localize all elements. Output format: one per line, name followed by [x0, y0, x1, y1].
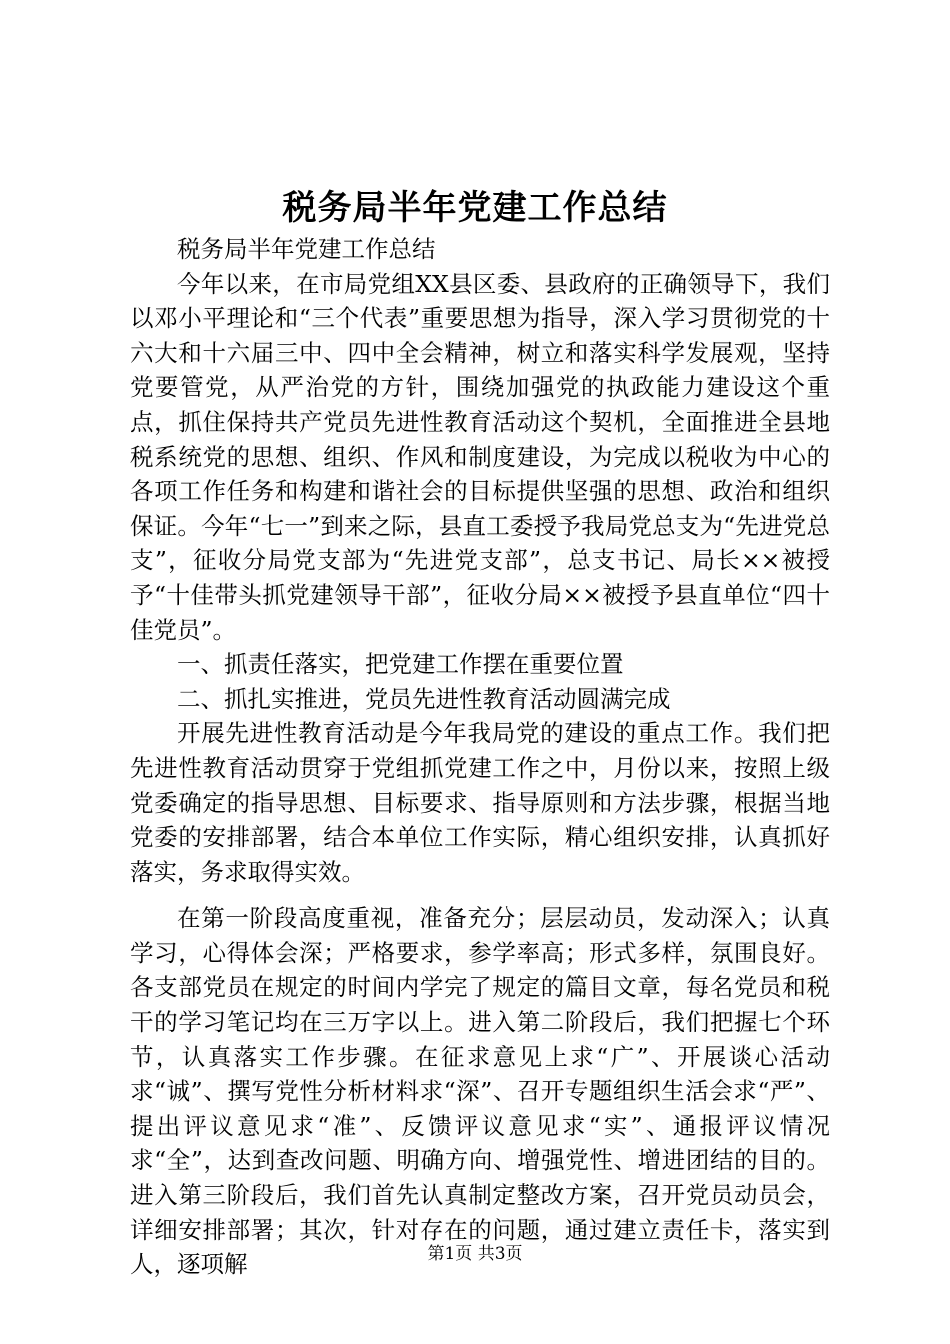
document-title: 税务局半年党建工作总结 — [282, 188, 668, 228]
paragraph-education-activity: 开展先进性教育活动是今年我局党的建设的重点工作。我们把先进性教育活动贯穿于党组抓党建工作之中，月份以来，按照上级党委确定的指导思想、目标要求、指导原则和方法步骤，根据当地党委的安排部署，结合本单位工作实际，精心组织安排，认真抓好落实，务求取得实效。 — [130, 719, 830, 886]
section-heading-2: 二、抓扎实推进，党员先进性教育活动圆满完成 — [177, 684, 671, 713]
paragraph-intro: 今年以来，在市局党组XX县区委、县政府的正确领导下，我们以邓小平理论和“三个代表”重要思想为指导，深入学习贯彻党的十六大和十六届三中、四中全会精神，树立和落实科学发展观，坚持党要管党，从严治党的方针，围绕加强党的执政能力建设这个重点，抓住保持共产党员先进性教育活动这个契机，全面推进全县地税系统党的思想、组织、作风和制度建设，为完成以税收为中心的各项工作任务和构建和谐社会的目标提供坚强的思想、政治和组织保证。今年“七一”到来之际，县直工委授予我局党总支为“先进党总支”，征收分局党支部为“先进党支部”，总支书记、局长××被授予“十佳带头抓党建领导干部”，征收分局××被授予县直单位“四十佳党员”。 — [130, 269, 830, 644]
section-heading-1: 一、抓责任落实，把党建工作摆在重要位置 — [177, 650, 624, 679]
page-number-footer: 第1页 共3页 — [427, 1244, 523, 1264]
paragraph-stages: 在第一阶段高度重视，准备充分；层层动员，发动深入；认真学习，心得体会深；严格要求，参学率高；形式多样，氛围良好。各支部党员在规定的时间内学完了规定的篇目文章，每名党员和税干的学习笔记均在三万字以上。进入第二阶段后，我们把握七个环节，认真落实工作步骤。在征求意见上求“广”、开展谈心活动求“诚”、撰写党性分析材料求“深”、召开专题组织生活会求“严”、提出评议意见求“准”、反馈评议意见求“实”、通报评议情况求“全”，达到查改问题、明确方向、增强党性、增进团结的目的。进入第三阶段后，我们首先认真制定整改方案，召开党员动员会，详细安排部署；其次，针对存在的问题，通过建立责任卡，落实到人，逐项解 — [130, 904, 830, 1279]
document-body — [130, 232, 830, 1282]
paragraph-subtitle: 税务局半年党建工作总结 — [177, 235, 436, 263]
